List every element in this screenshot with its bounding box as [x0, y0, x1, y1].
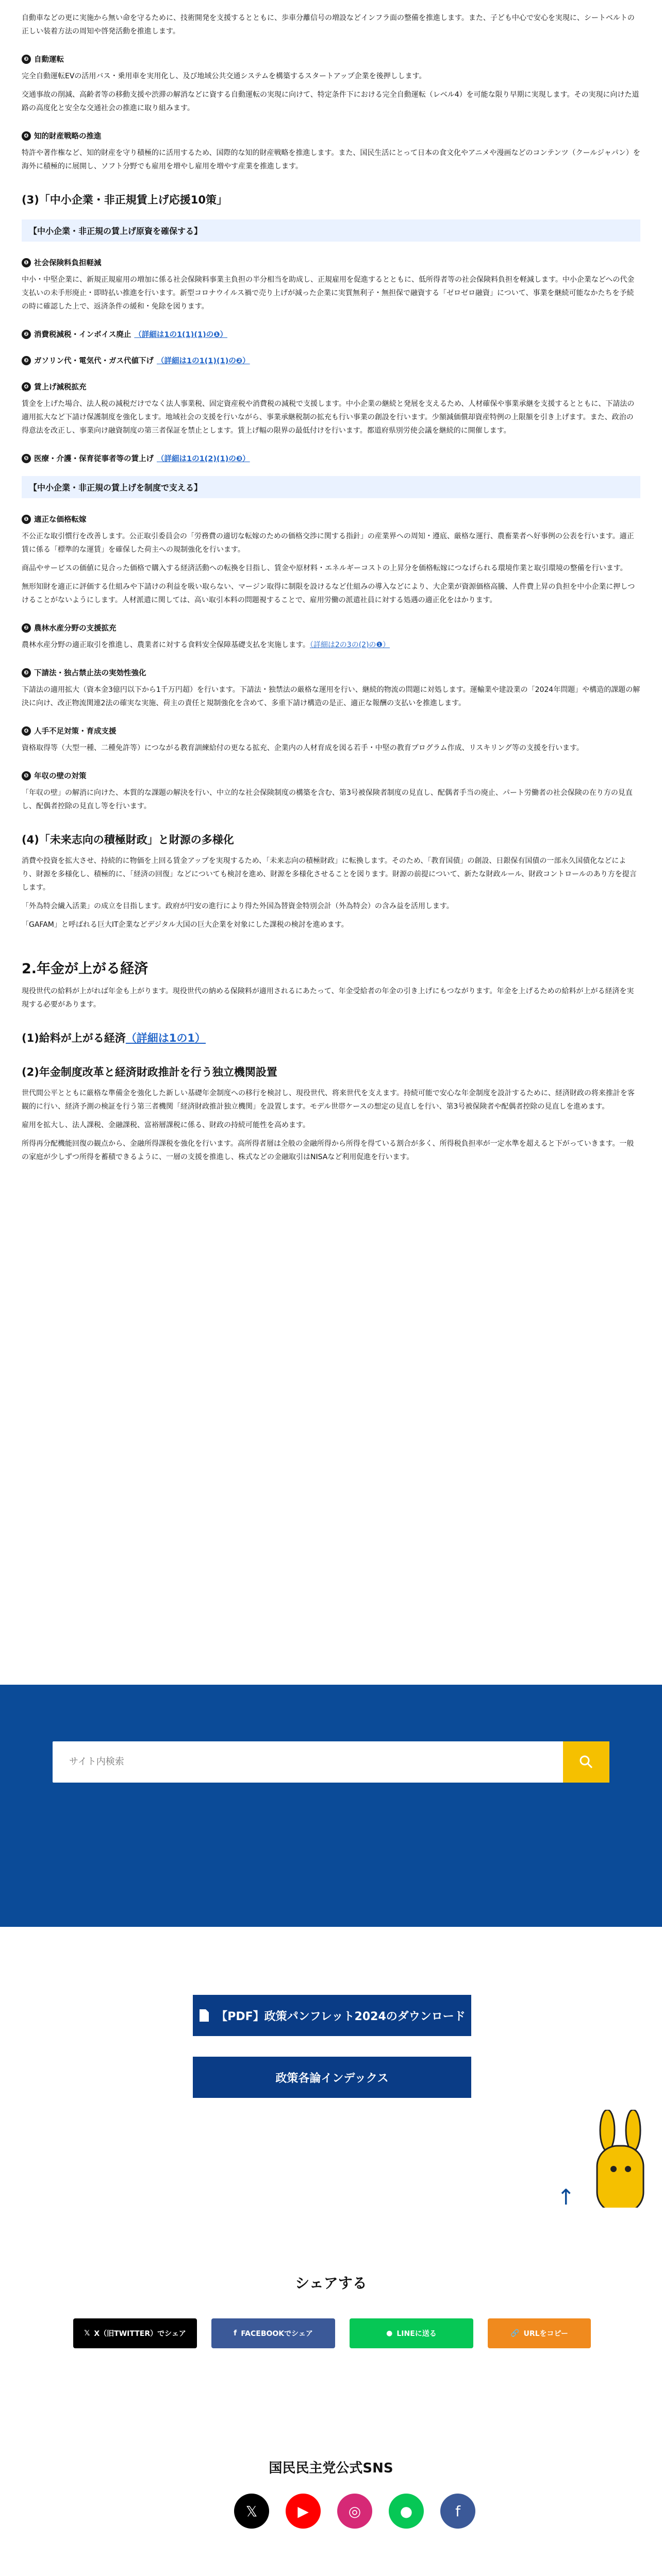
number-badge: ❹	[22, 131, 31, 141]
facebook-icon[interactable]: f	[440, 2494, 475, 2529]
number-badge: ❸	[22, 356, 31, 365]
heading-labor-shortage: ❹ 人手不足対策・育成支援	[22, 725, 640, 736]
paragraph: 農林水産分野の適正取引を推進し、農業者に対する食料安全保障基礎支払を実施します。（詳細は2の3の(2)の❶）	[22, 641, 390, 649]
paragraph: 完全自動運転EVの活用バス・乗用車を実用化し、及び地域公共交通システムを構築するスタートアップ企業を後押しします。	[22, 72, 426, 80]
paragraph: 賃金を上げた場合、法人税の減税だけでなく法人事業税、固定資産税や消費税の減税で支援します。中小企業の継続と発展を支えるため、人材確保や事業承継を支援するとともに、下請法の適用拡大など下請け保護制度を強化します。地域社会の支援を行いながら、事業承継税制の拡充も行い事業の創設を行います。少額減価償却資産特例の上限額を引き上げます。また、政治の得意法を改正し、事業向け融資制度の第三者保証を禁止とします。賃上げ幅の限界の最低付けを行います。都道府県別労使会議を継続的に開催します。	[22, 400, 635, 435]
paragraph: 所得再分配機能回復の観点から、金融所得課税を強化を行います。高所得者層は全般の金融所得から所得を得ている割合が多く、所得税負担率が一定水準を超えると下がっていきます。一般の家庭が少しずつ所得を蓄積できるように、一層の支援を推進し、株式などの金融取引はNISAなど利用促進を行います。	[22, 1140, 634, 1161]
number-badge: ❸	[22, 668, 31, 677]
paragraph: 不公正な取引慣行を改善します。公正取引委員会の「労務費の適切な転嫁のための価格交渉に関する指針」の産業界への周知・遵底、厳格な運行、農畜業者へ好事例の公表を行います。適正賃に係る「標準的な運賃」を確保した荷主への規制強化を行います。	[22, 532, 634, 554]
heading-income-wall: ❺ 年収の壁の対策	[22, 770, 640, 781]
heading-pension-reform: (2)年金制度改革と経済財政推計を行う独立機関設置	[22, 1066, 277, 1078]
paragraph: 消費や投資を拡大させ、持続的に物価を上回る賃金アップを実現するため、「未来志向の積極財政」に転換します。そのため、「教育国債」の創設、日銀保有国債の一部永久国債化などにより、財源を多様化し、積極的に、「経済の回復」などについても検討を進め、財源を多様化させることを図ります。財源の前提について、新たな財政ルール、財政コントロールのあり方を提言します。	[22, 857, 637, 892]
heading-gasoline: ❸ ガソリン代・電気代・ガス代値下げ （詳細は1の1(1)(1)の❷）	[22, 355, 640, 366]
heading-consumption-tax: ❷ 消費税減税・インボイス廃止 （詳細は1の1(1)(1)の❶）	[22, 329, 640, 340]
heading-price-pass: ❶ 適正な価格転嫁	[22, 514, 640, 524]
section-heading-ten-measures: (3)「中小企業・非正規賃上げ応援10策」	[22, 194, 228, 206]
detail-link[interactable]: （詳細は1の1）	[125, 1032, 206, 1044]
sns-title: 国民民主党公式SNS	[269, 2461, 393, 2476]
number-badge: ❷	[22, 330, 31, 339]
search-band	[0, 1685, 662, 1927]
heading-agriculture: ❷ 農林水産分野の支援拡充	[22, 622, 640, 633]
number-badge: ❺	[22, 454, 31, 463]
link-icon: 🔗	[510, 2329, 520, 2337]
paragraph: 「GAFAM」と呼ばれる巨大IT企業などデジタル大国の巨大企業を対象にした課税の検討を進めます。	[22, 921, 349, 929]
youtube-icon[interactable]: ▶	[286, 2494, 321, 2529]
number-badge: ❸	[22, 55, 31, 64]
number-badge: ❶	[22, 515, 31, 524]
line-icon[interactable]: ●	[389, 2494, 424, 2529]
paragraph: 商品やサービスの価値に見合った価格で購入する経済活動への転換を目指し、賃金や原材料・エネルギーコストの上昇分を価格転嫁につなげられる環境作業と取引環境の整備を行います。	[22, 564, 627, 572]
section-heading-fiscal: (4)「未来志向の積極財政」と財源の多様化	[22, 834, 234, 846]
heading-social-insurance: ❶ 社会保険料負担軽減	[22, 257, 640, 268]
x-icon[interactable]: 𝕏	[234, 2494, 269, 2529]
paragraph: 雇用を拡大し、法人課税、金融課税、富裕層課税に係る、財政の持続可能性を高めます。	[22, 1121, 310, 1129]
x-logo-icon: 𝕏	[84, 2329, 90, 2337]
pdf-download-button[interactable]: 【PDF】政策パンフレット2024のダウンロード	[192, 1994, 472, 2037]
rabbit-mascot-icon	[592, 2110, 649, 2208]
policy-index-button[interactable]: 政策各論インデックス	[192, 2056, 472, 2099]
back-to-top-icon[interactable]: ↑	[557, 2184, 575, 2210]
number-badge: ❹	[22, 382, 31, 392]
heading-ip-strategy: ❹ 知的財産戦略の推進	[22, 130, 640, 141]
detail-link[interactable]: （詳細は1の1(1)(1)の❷）	[157, 357, 250, 365]
copy-url-button[interactable]: 🔗 URLをコピー	[488, 2318, 591, 2348]
intro-paragraph: 自動車などの更に実施から無い命を守るために、技術開発を支援するとともに、歩車分離信号の増設などインフラ面の整備を推進します。また、子ども中心で安心を実現に、シートベルトの正しい装着方法の周知や啓発活動を推進します。	[22, 14, 635, 36]
number-badge: ❷	[22, 623, 31, 633]
search-button[interactable]	[563, 1741, 609, 1783]
heading-subcontract: ❸ 下請法・独占禁止法の実効性強化	[22, 667, 640, 678]
paragraph: 交通事故の削減、高齢者等の移動支援や渋滞の解消などに資する自動運転の実現に向けて、特定条件下における完全自動運転（レベル4）を可能な限り早期に実現します。その実現に向けた道路の高度化と安全な交通社会の推進に取り組みます。	[22, 91, 639, 112]
share-line-button[interactable]: ● LINEに送る	[350, 2318, 473, 2348]
paragraph: 下請法の適用拡大（資本金3億円以下から1千万円超）を行います。下請法・独禁法の厳格な運用を行い、継続的物流の問題に対処します。運輸業や建設業の「2024年問題」や構造的課題の解決に向け、改正物流関連2法の確実な実施、荷主の責任と規制強化を含めて、多重下請け構造の是正、適正な報酬の支払いを推進します。	[22, 686, 640, 707]
detail-link[interactable]: （詳細は1の1(2)(1)の❸）	[157, 455, 250, 463]
subsection-band: 【中小企業・非正規の賃上げ原資を確保する】	[22, 219, 640, 242]
paragraph: 現役世代の給料が上がれば年金も上がります。現役世代の納める保険料が適用されるにあたって、年金受給者の年金の引き上げにもつながります。年金を上げるための給料が上がる経済を実現する必要があります。	[22, 987, 634, 1009]
number-badge: ❹	[22, 726, 31, 736]
share-title: シェアする	[295, 2275, 367, 2292]
paragraph: 中小・中堅企業に、新規正規雇用の増加に係る社会保険料事業主負担の半分相当を助成し、正規雇用を促進するとともに、低所得者等の社会保険料負担を軽減します。中小企業などへの代金支払いの未手形廃止・即時払い推進を行います。新型コロナウイルス禍で売り上げが減った企業に実質無利子・無担保で融資する「ゼロゼロ融資」について、事業を継続可能なかたちを予続の時に確認した上で、返済条件の緩和・免除を図ります。	[22, 276, 635, 311]
share-facebook-button[interactable]: f FACEBOOKでシェア	[211, 2318, 335, 2348]
heading-wage-tax: ❹ 賃上げ減税拡充	[22, 381, 640, 392]
policy-article	[22, 0, 640, 1639]
paragraph: 資格取得等（大型一種、二種免許等）につながる教育訓練給付の更なる拡充、企業内の人材育成を図る若手・中堅の教育プログラム作成、リスキリング等の支援を行います。	[22, 744, 584, 752]
detail-link[interactable]: （詳細は2の3の(2)の❶）	[309, 641, 390, 649]
paragraph: 「外為特会繊入活業」の成立を目指します。政府が円安の進行により得た外国為替資金特別会計（外為特会）の含み益を活用します。	[22, 902, 454, 910]
facebook-icon: f	[234, 2329, 237, 2337]
search-icon	[578, 1754, 594, 1770]
instagram-icon[interactable]: ◎	[337, 2494, 372, 2529]
number-badge: ❺	[22, 771, 31, 781]
document-icon	[198, 2009, 210, 2022]
search-input[interactable]	[68, 1741, 534, 1782]
share-x-button[interactable]: 𝕏 X（旧TWITTER）でシェア	[73, 2318, 197, 2348]
paragraph: 無形知財を適正に評価する仕組みや下請けの利益を吸い取らない、マージン取得に制限を設けるなど仕組みの導入などにより、大企業が資源価格高騰、人件費上昇の負担を中小企業に押しつけることがないようにします。人材派遣に関しては、高い取引本料の問題視することで、雇用労働の派遣社員に対する処遇の適正化をはかります。	[22, 583, 635, 604]
heading-care-wage: ❺ 医療・介護・保育従事者等の賃上げ （詳細は1の1(2)(1)の❸）	[22, 453, 640, 464]
number-badge: ❶	[22, 258, 31, 267]
section-heading-pension: 2.年金が上がる経済	[22, 961, 148, 977]
paragraph: 特許や著作権など、知的財産を守り積極的に活用するため、国際的な知的財産戦略を推進します。また、国民生活にとって日本の食文化やアニメや漫画などのコンテンツ（クールジャパン）を海外に積極的に展開し、ソフト分野でも雇用を増やし雇用を増やす産業を推進します。	[22, 149, 640, 171]
detail-link[interactable]: （詳細は1の1(1)(1)の❶）	[134, 331, 227, 339]
heading-auto-driving: ❸ 自動運転	[22, 54, 640, 64]
paragraph: 世代間公平とともに厳格な準備金を強化した新しい基礎年金制度への移行を検討し、現役世代、将来世代を支えます。持続可能で安心な年金制度を設計するために、経済財政の将来推計を客観的に行い、経済予測の検証を行う第三者機関「経済財政推計独立機関」を設置します。モデル世帯ケースの想定の見直しを行い、第3号被保険者や配偶者控除の見直しを進めます。	[22, 1089, 635, 1111]
paragraph: 「年収の壁」の解消に向けた、本質的な課題の解決を行い、中立的な社会保険制度の構築を含む、第3号被保険者制度の見直し、配偶者手当の廃止、パート労働者の社会保険の在り方の見直し、配偶者控除の見直し等を行います。	[22, 789, 633, 810]
line-icon: ●	[386, 2329, 393, 2337]
heading-wage-economy: (1)給料が上がる経済（詳細は1の1）	[22, 1032, 206, 1044]
subsection-band: 【中小企業・非正規の賃上げを制度で支える】	[22, 476, 640, 498]
search-box	[53, 1741, 609, 1783]
